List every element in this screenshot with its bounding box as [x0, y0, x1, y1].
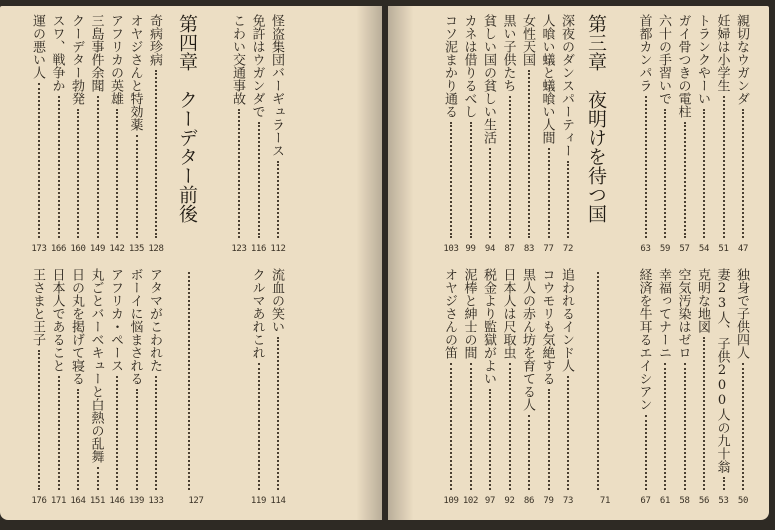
toc-entry-title: 奇病珍病	[147, 14, 162, 66]
toc-entry-page-number: 94	[484, 244, 496, 254]
toc-entry-leader	[58, 96, 60, 238]
toc-entry-leader	[155, 376, 157, 490]
toc-entry-leader	[703, 109, 705, 238]
toc-entry[interactable]	[127, 268, 147, 508]
toc-entry-leader	[450, 122, 452, 238]
toc-entry-title: コウモリも気絶する	[539, 268, 555, 385]
toc-entry-page-number: 114	[270, 496, 286, 506]
toc-entry-leader	[136, 135, 138, 238]
toc-entry[interactable]	[558, 14, 578, 256]
toc-entry[interactable]	[29, 268, 49, 508]
toc-entry-page-number: 176	[31, 496, 47, 506]
toc-entry-leader	[116, 376, 118, 490]
toc-entry-page-number: 61	[659, 496, 671, 506]
toc-entry-page-number: 102	[462, 496, 479, 506]
toc-entry[interactable]	[88, 14, 108, 256]
toc-entry[interactable]	[88, 268, 108, 508]
toc-entry-leader	[77, 109, 79, 238]
toc-entry-page-number: 171	[50, 496, 67, 506]
toc-entry-page-number: 149	[89, 244, 106, 254]
toc-entry-page-number: 53	[718, 496, 729, 506]
toc-entry-title: 深夜のダンスパーティー	[559, 14, 574, 157]
toc-entry[interactable]	[146, 268, 166, 508]
toc-entry-leader	[567, 161, 569, 238]
toc-entry-page-number: 151	[89, 496, 106, 506]
toc-entry-title: 泥棒と紳士の間	[461, 268, 477, 359]
toc-entry-leader	[548, 148, 550, 238]
toc-entry[interactable]	[68, 14, 88, 256]
toc-entry-leader	[567, 376, 569, 490]
toc-entry-title: 妊婦は小学生	[714, 14, 730, 92]
toc-entry-page-number: 63	[640, 244, 651, 254]
toc-entry-page-number: 50	[737, 496, 749, 506]
toc-entry-leader	[723, 477, 725, 490]
toc-entry-title: 王さまと王子	[30, 268, 45, 346]
toc-entry-page-number: 164	[70, 496, 86, 506]
gutter-shadow	[356, 6, 382, 520]
chapter-number: 第四章	[176, 14, 198, 71]
toc-entry-page-number: 92	[504, 496, 515, 506]
toc-entry[interactable]	[107, 268, 127, 508]
toc-entry-title: 空気汚染はゼロ	[675, 268, 691, 359]
toc-entry[interactable]	[441, 268, 461, 508]
toc-entry-page-number: 135	[128, 244, 145, 254]
toc-entry[interactable]	[519, 268, 539, 508]
toc-entry[interactable]	[29, 14, 49, 256]
chapter-heading	[176, 14, 198, 223]
toc-entry-page-number: 133	[148, 496, 164, 506]
toc-entry[interactable]	[733, 268, 753, 508]
toc-entry[interactable]	[675, 268, 695, 508]
toc-entry-leader	[238, 109, 240, 238]
chapter-number: 第三章	[585, 14, 607, 71]
toc-entry-title: カネは借りるべし	[461, 14, 477, 118]
toc-entry-page-number: 166	[50, 244, 67, 254]
toc-entry-title: スワ、戦争か	[49, 14, 65, 92]
toc-entry[interactable]	[249, 268, 269, 508]
toc-entry-leader	[742, 109, 744, 238]
toc-entry-page-number: 146	[109, 496, 125, 506]
toc-entry-leader	[97, 467, 99, 490]
toc-entry-title: 運の悪い人	[30, 14, 45, 79]
toc-entry-leader	[548, 389, 550, 490]
toc-entry[interactable]	[655, 268, 675, 508]
toc-entry[interactable]	[461, 14, 481, 256]
toc-entry-page-number: 79	[543, 496, 554, 506]
toc-entry-leader	[136, 389, 138, 490]
toc-entry-leader	[38, 83, 40, 238]
chapter-leader	[597, 272, 599, 490]
toc-entry-leader	[664, 363, 666, 490]
toc-entry-page-number: 77	[543, 244, 554, 254]
toc-entry-title: 流血の笑い	[269, 268, 284, 333]
toc-entry-page-number: 97	[484, 496, 496, 506]
toc-entry[interactable]	[539, 14, 559, 256]
toc-entry[interactable]	[500, 14, 520, 256]
toc-entry-leader	[277, 161, 279, 238]
toc-entry-title: 首都カンパラ	[636, 14, 652, 92]
toc-entry-page-number: 99	[465, 244, 476, 254]
toc-entry-page-number: 67	[640, 496, 651, 506]
chapter-leader	[188, 272, 190, 490]
toc-entry[interactable]	[655, 14, 675, 256]
toc-entry-page-number: 54	[698, 244, 710, 254]
toc-entry[interactable]	[636, 268, 656, 508]
toc-entry[interactable]	[694, 268, 714, 508]
toc-entry-title: 追われるインド人	[559, 268, 574, 372]
toc-entry[interactable]	[68, 268, 88, 508]
chapter-page-number: 127	[188, 496, 204, 506]
toc-entry-leader	[258, 122, 260, 238]
chapter-title: クーデター前後	[176, 90, 198, 223]
toc-entry-page-number: 57	[679, 244, 690, 254]
toc-entry-page-number: 86	[523, 496, 535, 506]
toc-entry[interactable]	[480, 268, 500, 508]
toc-entry-page-number: 56	[698, 496, 710, 506]
toc-entry-title: 人喰い蟻と蟻喰い人間	[539, 14, 555, 144]
toc-entry[interactable]	[268, 268, 288, 508]
toc-entry-leader	[489, 148, 491, 238]
toc-entry-leader	[664, 109, 666, 238]
toc-entry-title: クーデター勃発	[69, 14, 84, 105]
toc-entry-page-number: 51	[718, 244, 729, 254]
toc-entry-page-number: 112	[270, 244, 286, 254]
toc-entry-leader	[277, 337, 279, 490]
toc-entry-page-number: 119	[250, 496, 267, 506]
toc-entry-title: アフリカの英雄	[108, 14, 123, 105]
toc-entry-leader	[155, 70, 157, 238]
toc-entry[interactable]	[268, 14, 288, 256]
toc-entry-title: 日本人であること	[49, 268, 65, 372]
toc-entry[interactable]	[107, 14, 127, 256]
toc-entry-leader	[645, 415, 647, 490]
toc-entry-leader	[703, 337, 705, 490]
toc-entry-page-number: 58	[679, 496, 690, 506]
toc-entry[interactable]	[539, 268, 559, 508]
toc-entry-leader	[509, 96, 511, 238]
toc-entry-title: 日の丸を掲げて寝る	[69, 268, 84, 385]
toc-entry-page-number: 47	[737, 244, 749, 254]
toc-entry-page-number: 142	[109, 244, 125, 254]
toc-entry-title: クルマあれこれ	[249, 268, 265, 359]
toc-entry-leader	[470, 122, 472, 238]
toc-entry-title: 三島事件余聞	[88, 14, 104, 92]
toc-entry-page-number: 59	[659, 244, 671, 254]
toc-entry-leader	[528, 415, 530, 490]
toc-entry-title: 克明な地図	[695, 268, 710, 333]
toc-entry-page-number: 72	[562, 244, 574, 254]
toc-entry-title: 幸福ってナーニ	[656, 268, 671, 359]
toc-entry-title: 税金より監獄がよい	[481, 268, 496, 385]
toc-entry-leader	[723, 96, 725, 238]
toc-entry-title: 親切なウガンダ	[734, 14, 749, 105]
toc-entry-title: 黒い子供たち	[500, 14, 516, 92]
toc-entry-title: 六十の手習いで	[656, 14, 671, 105]
toc-entry-leader	[489, 389, 491, 490]
chapter-heading	[585, 14, 607, 223]
toc-entry-title: 独身で子供四人	[734, 268, 749, 359]
toc-entry-leader	[509, 363, 511, 490]
toc-entry[interactable]	[127, 14, 147, 256]
toc-entry-title: 黒人の赤ん坊を育てる人	[520, 268, 535, 411]
toc-entry[interactable]	[441, 14, 461, 256]
toc-entry-title: 貧しい国の貧しい生活	[481, 14, 496, 144]
toc-entry-page-number: 109	[443, 496, 459, 506]
toc-entry-title: 経済を牛耳るエイシアン	[636, 268, 652, 411]
toc-entry-leader	[742, 363, 744, 490]
toc-entry[interactable]	[714, 14, 734, 256]
toc-entry-page-number: 173	[31, 244, 47, 254]
toc-entry-leader	[38, 350, 40, 490]
toc-entry-title: ボーイに悩まされる	[127, 268, 143, 385]
toc-entry-title: アフリカ・ペース	[108, 268, 123, 372]
toc-entry-title: 免許はウガンダで	[249, 14, 265, 118]
toc-entry-title: 妻23人、子供200人の九十翁	[714, 268, 730, 473]
toc-entry-leader	[470, 363, 472, 490]
chapter-page-number: 71	[599, 496, 611, 506]
toc-entry-title: オヤジさんと特効薬	[127, 14, 143, 131]
toc-entry-leader	[77, 389, 79, 490]
toc-entry-page-number: 116	[250, 244, 267, 254]
toc-entry-page-number: 160	[70, 244, 86, 254]
toc-entry-title: トランクやーい	[695, 14, 710, 105]
toc-entry-title: こわい交通事故	[230, 14, 245, 105]
toc-entry-page-number: 139	[128, 496, 145, 506]
toc-entry[interactable]	[733, 14, 753, 256]
toc-entry[interactable]	[49, 268, 69, 508]
gutter-shadow	[388, 6, 414, 520]
toc-entry-page-number: 73	[562, 496, 574, 506]
toc-entry[interactable]	[500, 268, 520, 508]
toc-entry[interactable]	[461, 268, 481, 508]
toc-entry-leader	[645, 96, 647, 238]
toc-entry-leader	[58, 376, 60, 490]
toc-entry[interactable]	[694, 14, 714, 256]
toc-entry-leader	[97, 96, 99, 238]
toc-entry[interactable]	[49, 14, 69, 256]
toc-entry-title: アタマがこわれた	[147, 268, 162, 372]
toc-entry-title: 丸ごとバーベキューと白熱の乱舞	[88, 268, 104, 463]
toc-entry-title: コソ泥まかり通る	[442, 14, 457, 118]
toc-entry-page-number: 128	[148, 244, 164, 254]
toc-entry-title: ガイ骨つきの電柱	[675, 14, 691, 118]
toc-entry[interactable]	[249, 14, 269, 256]
toc-entry-leader	[684, 363, 686, 490]
toc-entry[interactable]	[229, 14, 249, 256]
toc-entry[interactable]	[480, 14, 500, 256]
toc-entry[interactable]	[714, 268, 734, 508]
toc-entry-leader	[450, 363, 452, 490]
toc-entry[interactable]	[146, 14, 166, 256]
toc-entry[interactable]	[558, 268, 578, 508]
toc-entry-leader	[528, 70, 530, 238]
toc-entry-title: 日本人は尺取虫	[500, 268, 516, 359]
toc-entry-page-number: 123	[231, 244, 247, 254]
toc-entry[interactable]	[675, 14, 695, 256]
chapter-title: 夜明けを待つ国	[585, 90, 607, 223]
toc-entry-page-number: 103	[443, 244, 459, 254]
toc-entry-leader	[258, 363, 260, 490]
toc-entry-title: オヤジさんの笛	[442, 268, 457, 359]
toc-entry-page-number: 83	[523, 244, 535, 254]
toc-entry-leader	[684, 122, 686, 238]
toc-entry-page-number: 87	[504, 244, 515, 254]
toc-entry[interactable]	[636, 14, 656, 256]
toc-entry-title: 女性天国	[520, 14, 535, 66]
toc-entry-leader	[116, 109, 118, 238]
toc-entry[interactable]	[519, 14, 539, 256]
toc-entry-title: 怪盗集団バーギュラース	[269, 14, 284, 157]
